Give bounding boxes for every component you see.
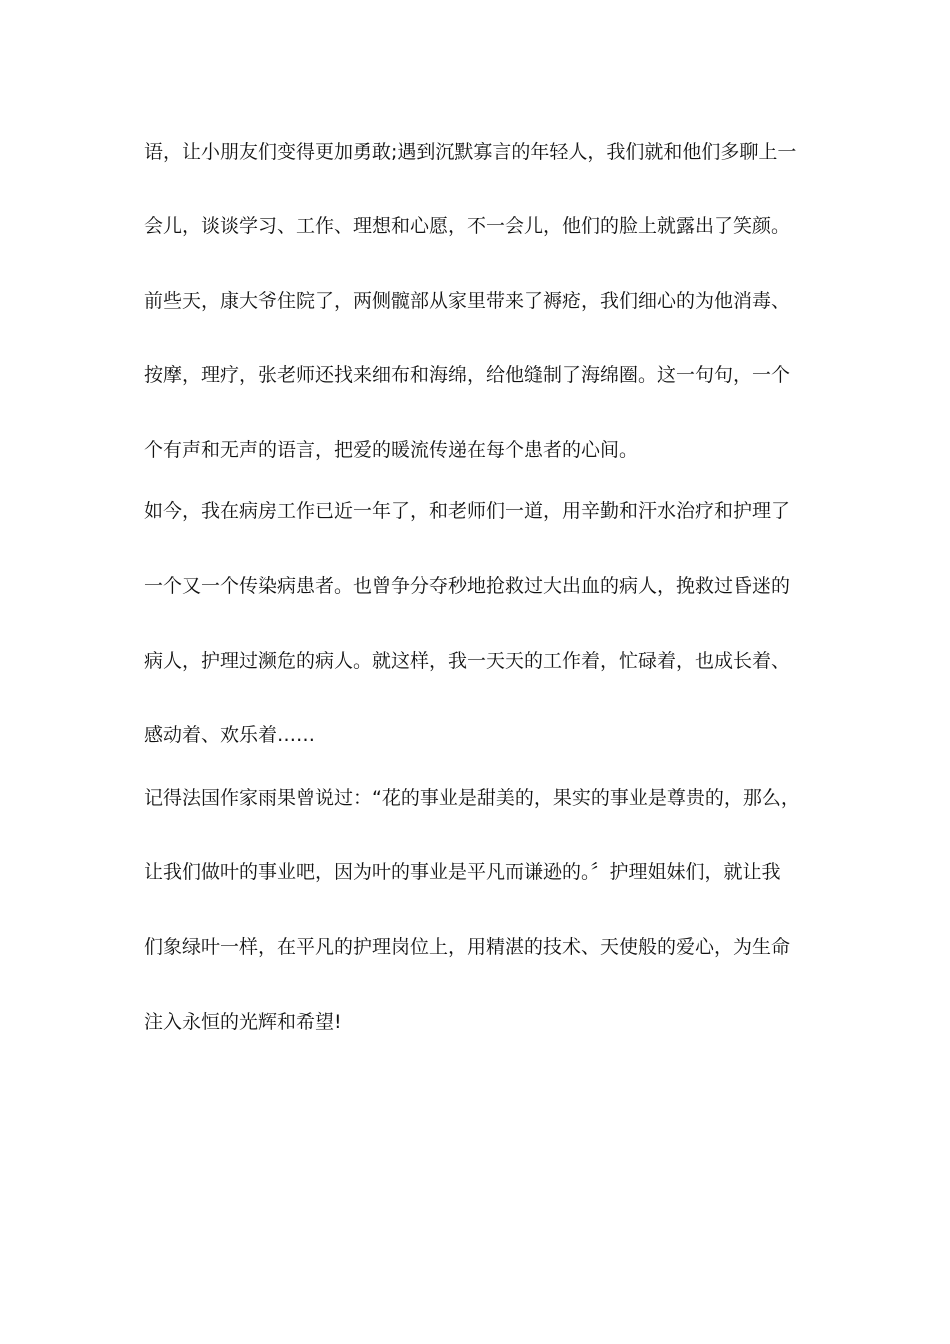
paragraph-line: 按摩，理疗，张老师还找来细布和海绵，给他缝制了海绵圈。这一句句，一个 — [144, 364, 791, 386]
paragraph-line: 感动着、欢乐着…… — [144, 724, 316, 746]
paragraph-line: 如今，我在病房工作已近一年了，和老师们一道，用辛勤和汗水治疗和护理了 — [144, 500, 791, 522]
paragraph-line: 前些天，康大爷住院了，两侧髋部从家里带来了褥疮，我们细心的为他消毒、 — [144, 290, 791, 312]
paragraph-line: 注入永恒的光辉和希望! — [144, 1011, 342, 1033]
paragraph-line: 们象绿叶一样，在平凡的护理岗位上，用精湛的技术、天使般的爱心，为生命 — [144, 936, 791, 958]
paragraph-line: 个有声和无声的语言，把爱的暖流传递在每个患者的心间。 — [144, 439, 639, 461]
paragraph-line: 让我们做叶的事业吧，因为叶的事业是平凡而谦逊的。〞护理姐妹们，就让我 — [144, 861, 781, 883]
paragraph-line: 会儿，谈谈学习、工作、理想和心愿，不一会儿，他们的脸上就露出了笑颜。 — [144, 215, 791, 237]
paragraph-line: 一个又一个传染病患者。也曾争分夺秒地抢救过大出血的病人，挽救过昏迷的 — [144, 575, 791, 597]
paragraph-line: 记得法国作家雨果曾说过：“花的事业是甜美的，果实的事业是尊贵的，那么， — [144, 787, 800, 809]
paragraph-line: 病人，护理过濒危的病人。就这样，我一天天的工作着，忙碌着，也成长着、 — [144, 650, 791, 672]
paragraph-line: 语，让小朋友们变得更加勇敢;遇到沉默寡言的年轻人，我们就和他们多聊上一 — [144, 141, 797, 163]
